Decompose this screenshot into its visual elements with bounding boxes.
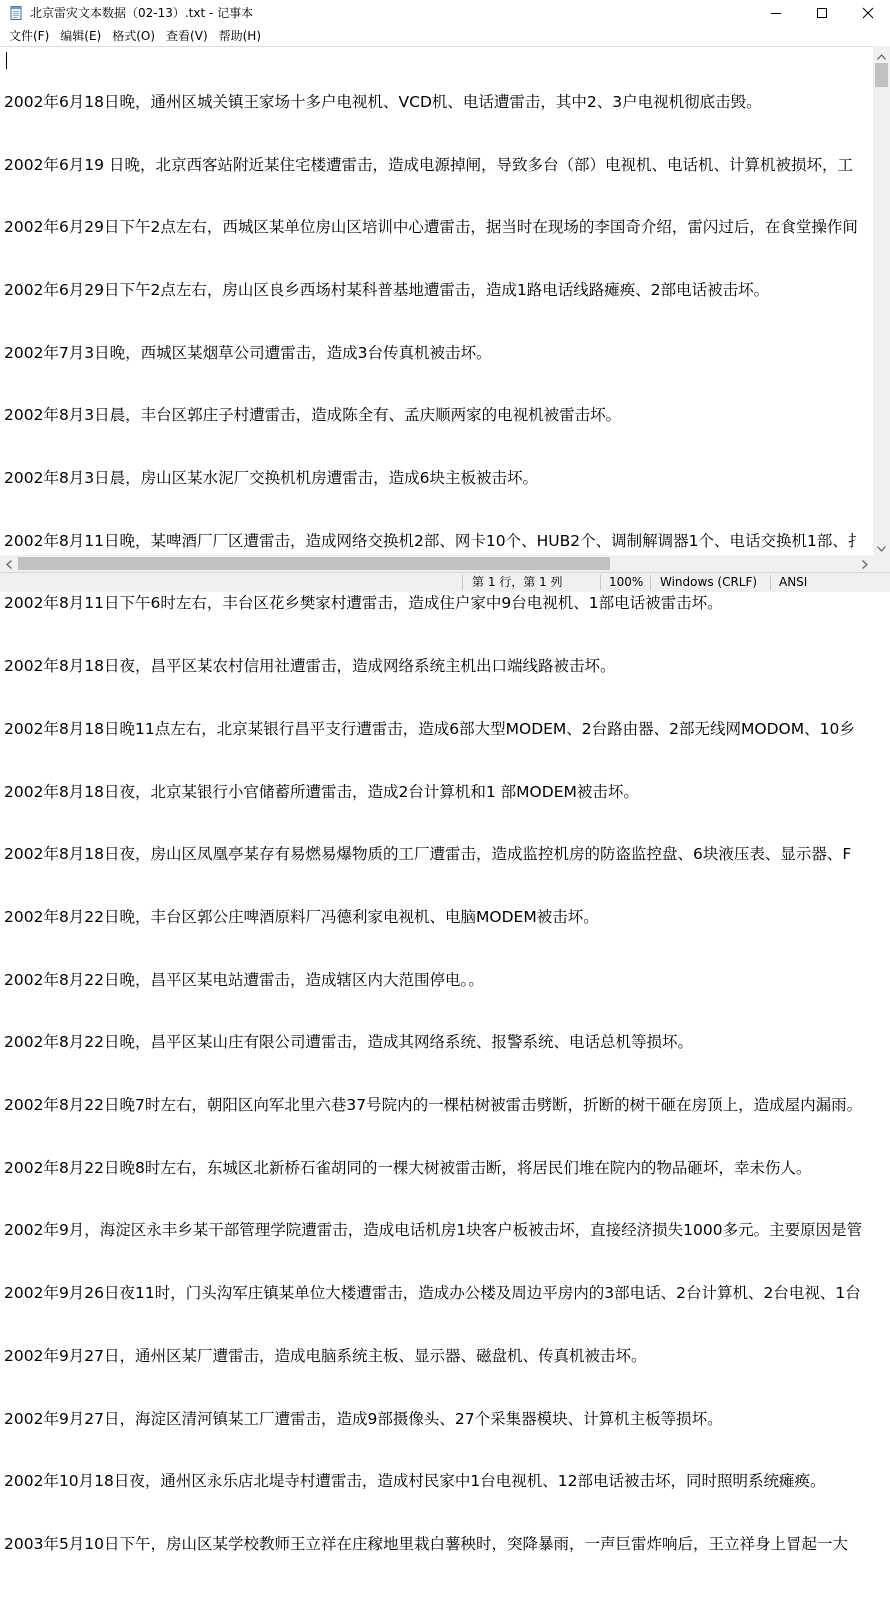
text-line: 2002年8月22日晚，丰台区郭公庄啤酒原料厂冯德利家电视机、电脑MODEM被击坏。 — [4, 907, 599, 926]
chevron-down-icon — [877, 537, 886, 556]
text-line: 2002年8月22日晚7时左右，朝阳区向军北里六巷37号院内的一棵枯树被雷击劈断，折断的树干砸在房顶上，造成屋内漏雨。 — [4, 1096, 863, 1115]
text-caret — [6, 52, 7, 69]
zoom-level: 100% — [609, 575, 644, 589]
text-line: 2002年8月18日夜，房山区凤凰亭某存有易燃易爆物质的工厂遭雷击，造成监控机房的防盗监控盘、6块液压表、显示器、F — [4, 845, 852, 864]
close-button[interactable] — [846, 0, 890, 26]
horizontal-scrollbar[interactable] — [0, 555, 873, 572]
line-ending: Windows (CRLF) — [660, 575, 758, 589]
text-line: 2002年8月11日晚，某啤酒厂厂区遭雷击，造成网络交换机2部、网卡10个、HUB2个、调制解调器1个、电话交换机1部、扌 — [4, 531, 864, 550]
text-line: 2002年8月18日夜，北京某银行小官储蓄所遭雷击，造成2台计算机和1 部MODEM被击坏。 — [4, 782, 639, 801]
text-line: 2002年6月19 日晚，北京西客站附近某住宅楼遭雷击，造成电源掉闸，导致多台（部）电视机、电话机、计算机被损坏，工 — [4, 155, 853, 174]
text-line: 2002年10月18日夜，通州区永乐店北堤寺村遭雷击，造成村民家中1台电视机、12部电话被击坏，同时照明系统瘫痪。 — [4, 1472, 826, 1491]
text-line: 2002年6月18日晚，通州区城关镇王家场十多户电视机、VCD机、电话遭雷击，其中2、3户电视机彻底击毁。 — [4, 92, 762, 111]
encoding: ANSI — [779, 575, 808, 589]
text-line: 2002年8月22日晚，昌平区某山庄有限公司遭雷击，造成其网络系统、报警系统、电话总机等损坏。 — [4, 1033, 694, 1052]
menu-bar — [0, 26, 890, 46]
scroll-left-button[interactable] — [0, 555, 17, 572]
chevron-right-icon — [862, 554, 868, 573]
menu-help[interactable]: 帮助(H) — [218, 29, 262, 43]
status-divider — [770, 575, 771, 590]
text-line: 2002年8月18日夜，昌平区某农村信用社遭雷击，造成网络系统主机出口端线路被击坏。 — [4, 657, 616, 676]
text-line: 2002年8月3日晨，房山区某水泥厂交换机机房遭雷击，造成6块主板被击坏。 — [4, 469, 539, 488]
status-divider — [462, 575, 463, 590]
text-line: 2002年9月，海淀区永丰乡某干部管理学院遭雷击，造成电话机房1块客户板被击坏，直接经济损失1000多元。主要原因是管 — [4, 1221, 863, 1240]
text-line: 2002年8月22日晚，昌平区某电站遭雷击，造成辖区内大范围停电。。 — [4, 970, 484, 989]
text-line: 2002年8月3日晨，丰台区郭庄子村遭雷击，造成陈全有、孟庆顺两家的电视机被雷击坏。 — [4, 406, 622, 425]
text-line: 2002年8月11日下午6时左右，丰台区花乡樊家村遭雷击，造成住户家中9台电视机、1部电话被雷击坏。 — [4, 594, 723, 613]
vertical-scrollbar[interactable] — [873, 46, 890, 555]
menu-edit[interactable]: 编辑(E) — [60, 29, 102, 43]
scrollbar-corner — [873, 555, 890, 572]
text-line: 2002年9月27日，海淀区清河镇某工厂遭雷击，造成9部摄像头、27个采集器模块、计算机主板等损坏。 — [4, 1409, 723, 1428]
text-line: 2003年5月10日下午，房山区某学校教师王立祥在庄稼地里栽白薯秧时，突降暴雨，一声巨雷炸响后，王立祥身上冒起一大 — [4, 1534, 849, 1553]
text-line: 2002年7月3日晚，西城区某烟草公司遭雷击，造成3台传真机被击坏。 — [4, 343, 492, 362]
text-line: 2002年8月18日晚11点左右，北京某银行昌平支行遭雷击，造成6部大型MODEM、2台路由器、2部无线网MODOM、10乡 — [4, 719, 855, 738]
title-bar[interactable] — [0, 0, 890, 26]
window-title: 北京雷灾文本数据（02-13）.txt - 记事本 — [30, 6, 254, 20]
text-line: 2002年6月29日下午2点左右，西城区某单位房山区培训中心遭雷击，据当时在现场的李国奇介绍，雷闪过后，在食堂操作间 — [4, 218, 858, 237]
maximize-icon — [817, 8, 827, 18]
scroll-up-button[interactable] — [873, 46, 890, 63]
scroll-right-button[interactable] — [856, 555, 873, 572]
cursor-position: 第 1 行，第 1 列 — [472, 575, 563, 589]
notepad-icon — [8, 5, 24, 21]
text-line: 2002年8月22日晚8时左右，东城区北新桥石雀胡同的一棵大树被雷击断，将居民们堆在院内的物品砸坏，幸未伤人。 — [4, 1158, 812, 1177]
text-line: 2002年6月29日下午2点左右，房山区良乡西场村某科普基地遭雷击，造成1路电话线路瘫痪、2部电话被击坏。 — [4, 280, 770, 299]
menu-view[interactable]: 查看(V) — [166, 29, 208, 43]
maximize-button[interactable] — [800, 0, 844, 26]
status-divider — [650, 575, 651, 590]
chevron-left-icon — [6, 554, 12, 573]
menu-file[interactable]: 文件(F) — [9, 29, 50, 43]
minimize-icon — [771, 8, 781, 18]
menu-format[interactable]: 格式(O) — [112, 29, 156, 43]
text-line: 2002年9月27日，通州区某厂遭雷击，造成电脑系统主板、显示器、磁盘机、传真机被击坏。 — [4, 1346, 647, 1365]
close-icon — [863, 8, 873, 18]
editor-content — [4, 50, 863, 1597]
status-divider — [600, 575, 601, 590]
scroll-down-button[interactable] — [873, 538, 890, 555]
text-line: 2002年9月26日夜11时，门头沟军庄镇某单位大楼遭雷击，造成办公楼及周边平房内的3部电话、2台计算机、2台电视、1台 — [4, 1284, 861, 1303]
chevron-up-icon — [877, 45, 886, 64]
horizontal-scroll-thumb[interactable] — [18, 557, 610, 570]
minimize-button[interactable] — [754, 0, 798, 26]
status-bar — [0, 572, 890, 592]
vertical-scroll-thumb[interactable] — [875, 63, 888, 87]
